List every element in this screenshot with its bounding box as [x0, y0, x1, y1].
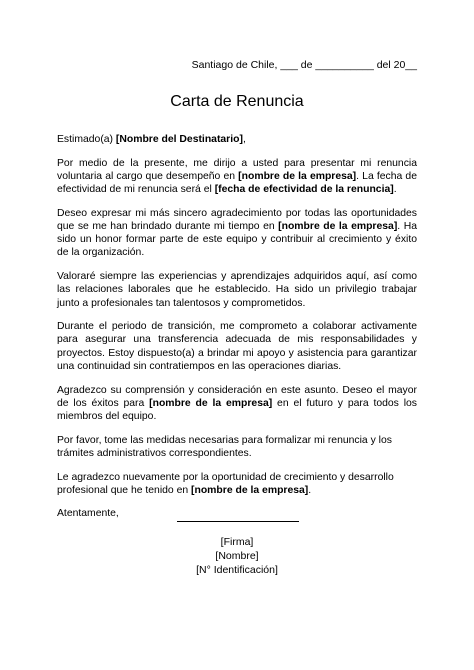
- paragraph-transition: Durante el periodo de transición, me comprometo a colaborar activamente para asegurar una transferencia adecuada de mis responsabilidades y proyectos. Estoy dispuesto(a) a brindar mi apoyo y asistencia para garantizar una continuidad sin contratiempos en las operaciones diarias.: [57, 321, 417, 372]
- name-placeholder: [Nombre]: [215, 550, 259, 563]
- paragraph-text: Le agradezco nuevamente por la oportunidad de crecimiento y desarrollo profesional que he tenido en: [57, 471, 394, 496]
- id-placeholder: [N° Identificación]: [196, 564, 278, 577]
- paragraph-resignation: [57, 157, 417, 197]
- company-placeholder: [nombre de la empresa]: [238, 170, 357, 182]
- paragraph-text: .: [393, 184, 397, 196]
- paragraph-text: . La fecha de efectividad de mi renuncia será el: [57, 170, 417, 196]
- signature-placeholder: [Firma]: [220, 536, 254, 548]
- paragraph-text: .: [308, 484, 312, 496]
- salutation-prefix: Estimado(a): [57, 134, 116, 145]
- signature-line: [177, 521, 299, 522]
- letter-body: [57, 133, 417, 531]
- letter-title: Carta de Renuncia: [170, 93, 304, 110]
- paragraph-gratitude: [57, 207, 417, 260]
- paragraph-thanks: [57, 471, 417, 497]
- paragraph-formalize: Por favor, tome las medidas necesarias para formalizar mi renuncia y los trámites administrativos correspondientes.: [57, 434, 392, 459]
- company-placeholder: [nombre de la empresa]: [191, 484, 309, 496]
- paragraph-text: en el futuro y para todos los miembros del equipo.: [57, 397, 417, 422]
- paragraph-experiences: Valoraré siempre las experiencias y aprendizajes adquiridos aquí, así como las relaciones laborales que he establecido. Ha sido un privilegio trabajar junto a profesionales tan talentosos y comprometidos.: [57, 271, 417, 309]
- paragraph-text: . Ha sido un honor formar parte de este equipo y contribuir al crecimiento y éxito de la organización.: [57, 221, 417, 259]
- salutation-suffix: ,: [242, 134, 246, 145]
- company-placeholder: [nombre de la empresa]: [149, 397, 273, 409]
- closing: Atentamente,: [57, 508, 119, 520]
- effective-date-placeholder: [fecha de efectividad de la renuncia]: [214, 184, 394, 196]
- company-placeholder: [nombre de la empresa]: [278, 221, 398, 233]
- recipient-placeholder: [Nombre del Destinatario]: [115, 134, 243, 145]
- paragraph-text: Por medio de la presente, me dirijo a usted para presentar mi renuncia voluntaria al cargo que desempeño en: [57, 157, 417, 182]
- paragraph-text: Agradezco su comprensión y consideración en este asunto. Deseo el mayor de los éxitos para: [57, 384, 417, 409]
- signature-block: [0, 535, 474, 578]
- paragraph-text: Deseo expresar mi más sincero agradecimiento por todas las oportunidades que se me han brindado durante mi tiempo en: [57, 207, 417, 233]
- salutation: [57, 133, 417, 146]
- paragraph-understanding: [57, 384, 417, 424]
- date-line: Santiago de Chile, ___ de __________ del 20__: [191, 59, 417, 71]
